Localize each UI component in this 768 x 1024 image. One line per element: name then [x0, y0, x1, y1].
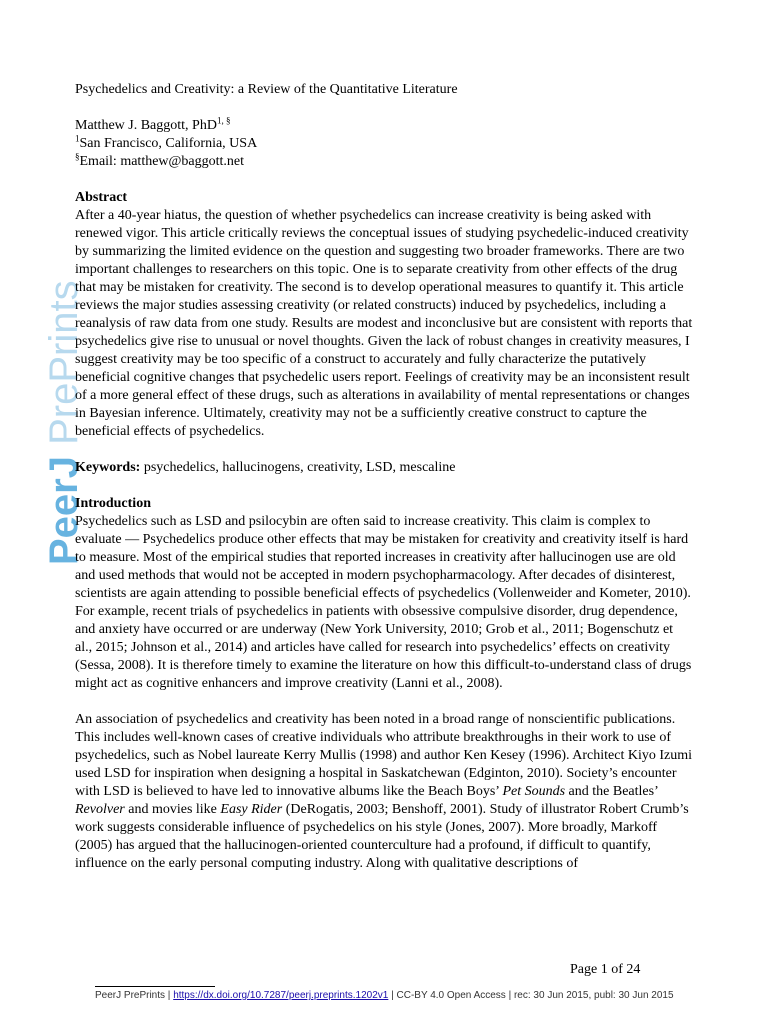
- paper-title: Psychedelics and Creativity: a Review of the Quantitative Literature: [75, 82, 458, 97]
- para2-text-4: (DeRogatis, 2003; Benshoff, 2001). Study of illustrator Robert Crumb’s work suggests considerable influence of psychedelics on his style (Jones, 2007). More broadly, Markoff (2005) has argued that the hallucinogen-oriented counterculture had a profound, if difficult to quantify, influence on the early personal computing industry. Along with qualitative descriptions of: [75, 802, 689, 871]
- album-title-pet-sounds: Pet Sounds: [502, 784, 566, 799]
- para2-text-3: and movies like: [124, 802, 221, 817]
- watermark-label: PrePrints: [42, 280, 86, 445]
- para2-text-2: and the Beatles’: [565, 784, 658, 799]
- album-title-revolver: Revolver: [75, 802, 125, 817]
- email-mark: §: [75, 151, 80, 162]
- doi-link[interactable]: https://dx.doi.org/10.7287/peerj.preprints.1202v1: [173, 990, 389, 1001]
- movie-title-easy-rider: Easy Rider: [220, 802, 283, 817]
- affiliation-text: San Francisco, California, USA: [79, 136, 258, 151]
- author-line: [75, 117, 693, 135]
- footer-divider: [95, 986, 215, 987]
- introduction-paragraph-1: Psychedelics such as LSD and psilocybin are often said to increase creativity. This claim is complex to evaluate — Psychedelics produce other effects that may be mistaken for creativity and creativity itself is hard to measure. Most of the empirical studies that reported increases in creativity after hallucinogen use are old and used methods that would not be accepted in modern psychopharmacology. After decades of disinterest, scientists are again attending to possible beneficial effects of psychedelics (Vollenweider and Kometer, 2010). For example, recent trials of psychedelics in patients with obsessive compulsive disorder, drug dependence, and anxiety have occurred or are underway (New York University, 2010; Grob et al., 2011; Bogenschutz et al., 2015; Johnson et al., 2014) and articles have called for research into psychedelics’ effects on creativity (Sessa, 2008). It is therefore timely to examine the literature on how this difficult-to-understand class of drugs might act as cognitive enhancers and improve creativity (Lanni et al., 2008).: [75, 514, 692, 691]
- abstract-text: After a 40-year hiatus, the question of whether psychedelics can increase creativity is being asked with renewed vigor. This article critically reviews the conceptual issues of studying psychedelic-induced creativity by summarizing the limited evidence on the question and suggesting two broader frameworks. There are two important challenges to researchers on this topic. One is to separate creativity from other effects of the drug that may be mistaken for creativity. The second is to develop operational measures to quantify it. This article reviews the major studies assessing creativity (or related constructs) induced by psychedelics, including a reanalysis of raw data from one study. Results are modest and inconclusive but are consistent with reports that psychedelics give rise to unusual or novel thoughts. Given the lack of robust changes in creativity measures, I suggest creativity may be too specific of a construct to accurately and fully characterize the putatively beneficial cognitive changes that psychedelic users report. Feelings of creativity may be an inconsistent result of a more general effect of these drugs, such as alterations in availability of mental representations or changes in Bayesian inference. Ultimately, creativity may not be a sufficiently creative construct to capture the beneficial effects of psychedelics.: [75, 208, 693, 439]
- preprint-footer: [95, 989, 715, 1003]
- introduction-heading: Introduction: [75, 496, 151, 511]
- keywords-label: Keywords:: [75, 460, 141, 475]
- peerj-preprints-watermark: [4, 280, 86, 565]
- affiliation-email: [75, 153, 693, 171]
- author-affiliation-marks: 1, §: [216, 115, 231, 126]
- paper-body: [75, 81, 693, 873]
- affiliation-mark: 1: [75, 133, 80, 144]
- page-number: Page 1 of 24: [570, 962, 641, 977]
- author-name: Matthew J. Baggott, PhD: [75, 118, 217, 133]
- introduction-paragraph-2: [75, 711, 693, 873]
- para2-text-1: An association of psychedelics and creativity has been noted in a broad range of nonscientific publications. This includes well-known cases of creative individuals who attribute breakthroughs in their work to use of psychedelics, such as Nobel laureate Kerry Mullis (1998) and author Ken Kesey (1996). Architect Kiyo Izumi used LSD for inspiration when designing a hospital in Saskatchewan (Edginton, 2010). Society’s encounter with LSD is believed to have led to innovative albums like the Beach Boys’: [75, 712, 692, 799]
- watermark-brand: PeerJ: [42, 456, 86, 565]
- abstract-heading: Abstract: [75, 190, 128, 205]
- affiliation-location: [75, 135, 693, 153]
- keywords-line: [75, 459, 693, 477]
- email-text: Email: matthew@baggott.net: [79, 154, 245, 169]
- footer-prefix: PeerJ PrePrints |: [95, 990, 174, 1001]
- keywords-text: psychedelics, hallucinogens, creativity, LSD, mescaline: [140, 460, 456, 475]
- footer-suffix: | CC-BY 4.0 Open Access | rec: 30 Jun 2015, publ: 30 Jun 2015: [388, 990, 674, 1001]
